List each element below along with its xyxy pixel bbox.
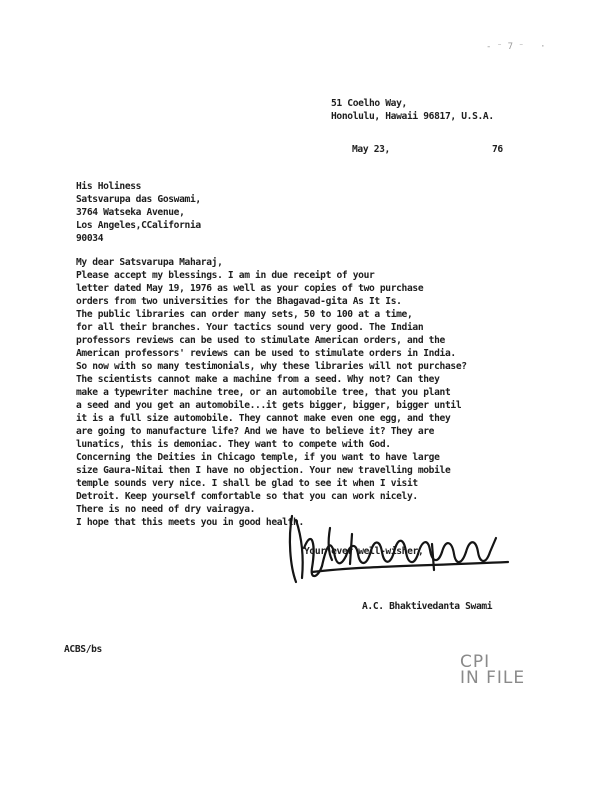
body-line: it is a full size automobile. They cannot make even one egg, and they [76, 413, 451, 424]
body-line: Please accept my blessings. I am in due receipt of your [76, 270, 375, 281]
initials: ACBS/bs [64, 644, 102, 655]
copy-in-file-stamp [460, 654, 525, 686]
sender-address-line2: Honolulu, Hawaii 96817, U.S.A. [331, 111, 494, 122]
stamp-line2: IN FILE [460, 668, 526, 688]
sender-address-line1: 51 Coelho Way, [331, 98, 407, 109]
body-line: are going to manufacture life? And we have to believe it? They are [76, 426, 435, 437]
body-line: letter dated May 19, 1976 as well as your copies of two purchase [76, 283, 424, 294]
body-line: make a typewriter machine tree, or an automobile tree, that you plant [76, 387, 451, 398]
body-line: American professors' reviews can be used to stimulate orders in India. [76, 348, 456, 359]
recipient-line1: His Holiness [76, 181, 142, 192]
letter-year: 76 [492, 144, 503, 155]
handwritten-signature [282, 508, 522, 590]
body-line: Concerning the Deities in Chicago temple, if you want to have large [76, 452, 440, 463]
body-line: There is no need of dry vairagya. [76, 504, 256, 515]
body-line: The public libraries can order many sets, 50 to 100 at a time, [76, 309, 413, 320]
closing: Your ever well-wisher, [304, 546, 424, 557]
body-line: Detroit. Keep yourself comfortable so that you can work nicely. [76, 491, 418, 502]
body-line: lunatics, this is demoniac. They want to compete with God. [76, 439, 391, 450]
corner-marks: - ⁻ 7 ⁻ · [486, 42, 546, 52]
body-line: professors reviews can be used to stimulate American orders, and the [76, 335, 445, 346]
signature-name: A.C. Bhaktivedanta Swami [362, 601, 493, 612]
recipient-line3: 3764 Watseka Avenue, [76, 207, 185, 218]
recipient-line5: 90034 [76, 233, 104, 244]
body-line: for all their branches. Your tactics sound very good. The Indian [76, 322, 424, 333]
body-line: size Gaura-Nitai then I have no objection. Your new travelling mobile [76, 465, 451, 476]
body-line: So now with so many testimonials, why these libraries will not purchase? [76, 361, 467, 372]
recipient-line2: Satsvarupa das Goswami, [76, 194, 201, 205]
body-line: The scientists cannot make a machine from a seed. Why not? Can they [76, 374, 440, 385]
salutation: My dear Satsvarupa Maharaj, [76, 257, 223, 268]
body-line: temple sounds very nice. I shall be glad to see it when I visit [76, 478, 418, 489]
letter-date: May 23, [352, 144, 390, 155]
recipient-line4: Los Angeles,CCalifornia [76, 220, 201, 231]
body-line: I hope that this meets you in good health. [76, 517, 304, 528]
stamp-line1: CPI [460, 652, 491, 672]
body-line: a seed and you get an automobile...it gets bigger, bigger, bigger until [76, 400, 462, 411]
body-line: orders from two universities for the Bhagavad-gita As It Is. [76, 296, 402, 307]
